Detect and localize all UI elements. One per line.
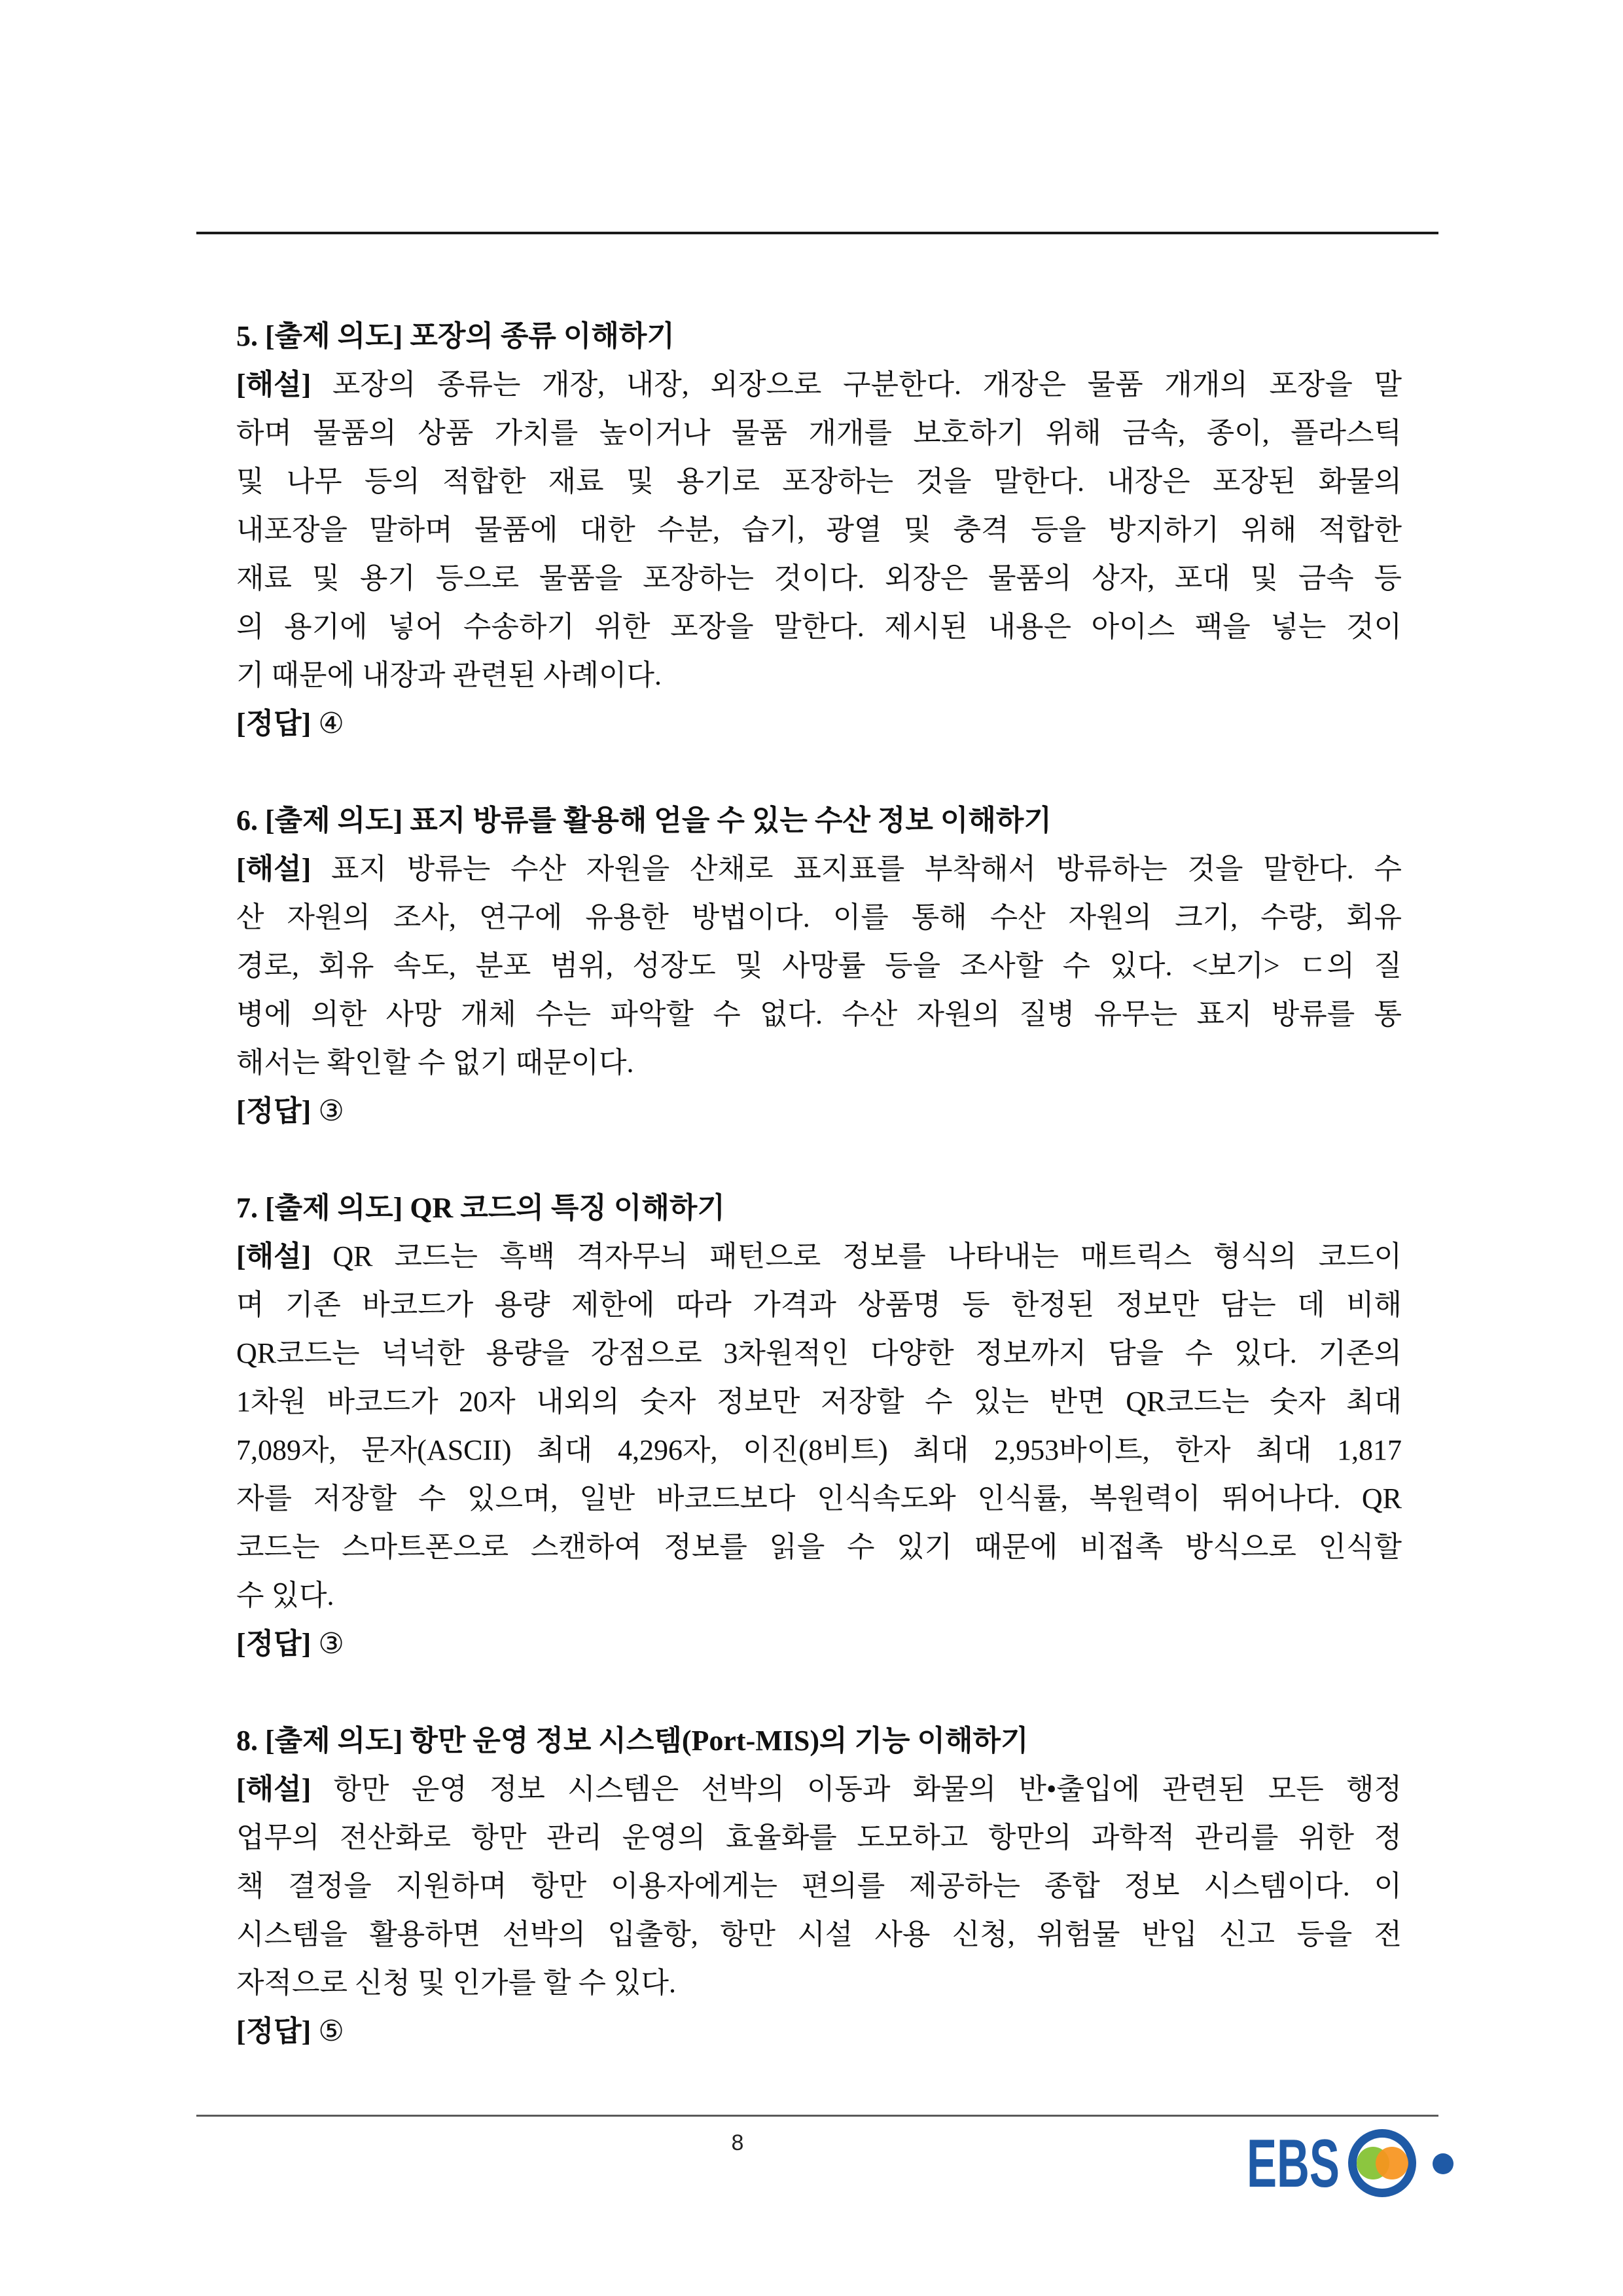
explanation-line: 시스템을 활용하면 선박의 입출항, 항만 시설 사용 신청, 위험물 반입 신고 등을 전 bbox=[236, 1918, 1402, 1950]
explanation-line: 내포장을 말하며 물품에 대한 수분, 습기, 광열 및 충격 등을 방지하기 위해 적합한 bbox=[236, 514, 1402, 546]
explanation-line: 1차원 바코드가 20자 내외의 숫자 정보만 저장할 수 있는 반면 QR코드는 숫자 최대 bbox=[236, 1386, 1402, 1418]
answer-explanations bbox=[236, 312, 1402, 2056]
explanation-line bbox=[236, 1765, 1402, 1814]
answer-value: ④ bbox=[318, 708, 344, 740]
explanation-line: 산 자원의 조사, 연구에 유용한 방법이다. 이를 통해 수산 자원의 크기, 수량, 회유 bbox=[236, 901, 1402, 933]
explanation-line: 7,089자, 문자(ASCII) 최대 4,296자, 이진(8비트) 최대 2,953바이트, 한자 최대 1,817 bbox=[236, 1434, 1402, 1466]
explanation-text: QR 코드는 흑백 격자무늬 패턴으로 정보를 나타내는 매트릭스 형식의 코드이 bbox=[332, 1240, 1402, 1272]
header-rule bbox=[196, 232, 1438, 234]
footer-rule bbox=[196, 2115, 1438, 2117]
answer-value: ③ bbox=[318, 1628, 344, 1660]
question-8-explanation bbox=[236, 1717, 1402, 2056]
explanation-line: QR코드는 넉넉한 용량을 강점으로 3차원적인 다양한 정보까지 담을 수 있다. 기존의 bbox=[236, 1337, 1402, 1369]
logo-dot-icon bbox=[1433, 2153, 1454, 2174]
answer-line bbox=[236, 1087, 1402, 1136]
explanation-line: 해서는 확인할 수 없기 때문이다. bbox=[236, 1047, 634, 1079]
question-5-explanation bbox=[236, 312, 1402, 748]
answer-label: [정답] bbox=[236, 2015, 312, 2047]
explanation-label: [해설] bbox=[236, 853, 312, 885]
section-title: 6. [출제 의도] 표지 방류를 활용해 얻을 수 있는 수산 정보 이해하기 bbox=[236, 804, 1052, 836]
section-title: 5. [출제 의도] 포장의 종류 이해하기 bbox=[236, 320, 675, 352]
explanation-text: 포장의 종류는 개장, 내장, 외장으로 구분한다. 개장은 물품 개개의 포장을 말 bbox=[332, 368, 1402, 401]
explanation-text: 항만 운영 정보 시스템은 선박의 이동과 화물의 반•출입에 관련된 모든 행정 bbox=[333, 1773, 1402, 1805]
answer-value: ③ bbox=[318, 1095, 344, 1127]
question-7-explanation bbox=[236, 1184, 1402, 1668]
explanation-line bbox=[236, 845, 1402, 893]
explanation-label: [해설] bbox=[236, 1240, 312, 1272]
ebs-logo-text: EBS bbox=[1247, 2126, 1340, 2202]
answer-label: [정답] bbox=[236, 1628, 312, 1660]
explanation-line: 업무의 전산화로 항만 관리 운영의 효율화를 도모하고 항만의 과학적 관리를 위한 정 bbox=[236, 1821, 1402, 1854]
explanation-line: 책 결정을 지원하며 항만 이용자에게는 편의를 제공하는 종합 정보 시스템이다. 이 bbox=[236, 1870, 1402, 1902]
explanation-line: 자적으로 신청 및 인가를 할 수 있다. bbox=[236, 1967, 677, 1999]
answer-line bbox=[236, 2007, 1402, 2056]
explanation-line: 며 기존 바코드가 용량 제한에 따라 가격과 상품명 등 한정된 정보만 담는 데 비해 bbox=[236, 1289, 1402, 1321]
answer-value: ⑤ bbox=[318, 2015, 344, 2047]
explanation-line: 코드는 스마트폰으로 스캔하여 정보를 읽을 수 있기 때문에 비접촉 방식으로 인식할 bbox=[236, 1531, 1402, 1563]
explanation-text: 표지 방류는 수산 자원을 산채로 표지표를 부착해서 방류하는 것을 말한다. 수 bbox=[331, 853, 1402, 885]
explanation-line: 하며 물품의 상품 가치를 높이거나 물품 개개를 보호하기 위해 금속, 종이, 플라스틱 bbox=[236, 417, 1402, 449]
explanation-line: 경로, 회유 속도, 분포 범위, 성장도 및 사망률 등을 조사할 수 있다. <보기> ㄷ의 질 bbox=[236, 950, 1402, 982]
answer-line bbox=[236, 700, 1402, 748]
page-number: 8 bbox=[731, 2130, 744, 2155]
explanation-line: 및 나무 등의 적합한 재료 및 용기로 포장하는 것을 말한다. 내장은 포장된 화물의 bbox=[236, 465, 1402, 497]
explanation-label: [해설] bbox=[236, 368, 312, 401]
answer-label: [정답] bbox=[236, 708, 312, 740]
explanation-line: 의 용기에 넣어 수송하기 위한 포장을 말한다. 제시된 내용은 아이스 팩을 넣는 것이 bbox=[236, 611, 1402, 643]
explanation-line: 병에 의한 사망 개체 수는 파악할 수 없다. 수산 자원의 질병 유무는 표지 방류를 통 bbox=[236, 998, 1402, 1030]
ebs-logo bbox=[1237, 2124, 1459, 2202]
answer-label: [정답] bbox=[236, 1095, 312, 1127]
explanation-label: [해설] bbox=[236, 1773, 312, 1805]
explanation-line: 수 있다. bbox=[236, 1579, 334, 1611]
logo-orange-circle-icon bbox=[1376, 2147, 1408, 2179]
answer-line bbox=[236, 1620, 1402, 1668]
explanation-line: 기 때문에 내장과 관련된 사례이다. bbox=[236, 659, 662, 691]
section-title: 8. [출제 의도] 항만 운영 정보 시스템(Port-MIS)의 기능 이해하기 bbox=[236, 1725, 1029, 1757]
explanation-line: 자를 저장할 수 있으며, 일반 바코드보다 인식속도와 인식률, 복원력이 뛰어나다. QR bbox=[236, 1482, 1402, 1515]
explanation-line bbox=[236, 361, 1402, 409]
explanation-line: 재료 및 용기 등으로 물품을 포장하는 것이다. 외장은 물품의 상자, 포대 및 금속 등 bbox=[236, 562, 1402, 594]
explanation-line bbox=[236, 1232, 1402, 1281]
question-6-explanation bbox=[236, 797, 1402, 1136]
section-title: 7. [출제 의도] QR 코드의 특징 이해하기 bbox=[236, 1192, 725, 1224]
